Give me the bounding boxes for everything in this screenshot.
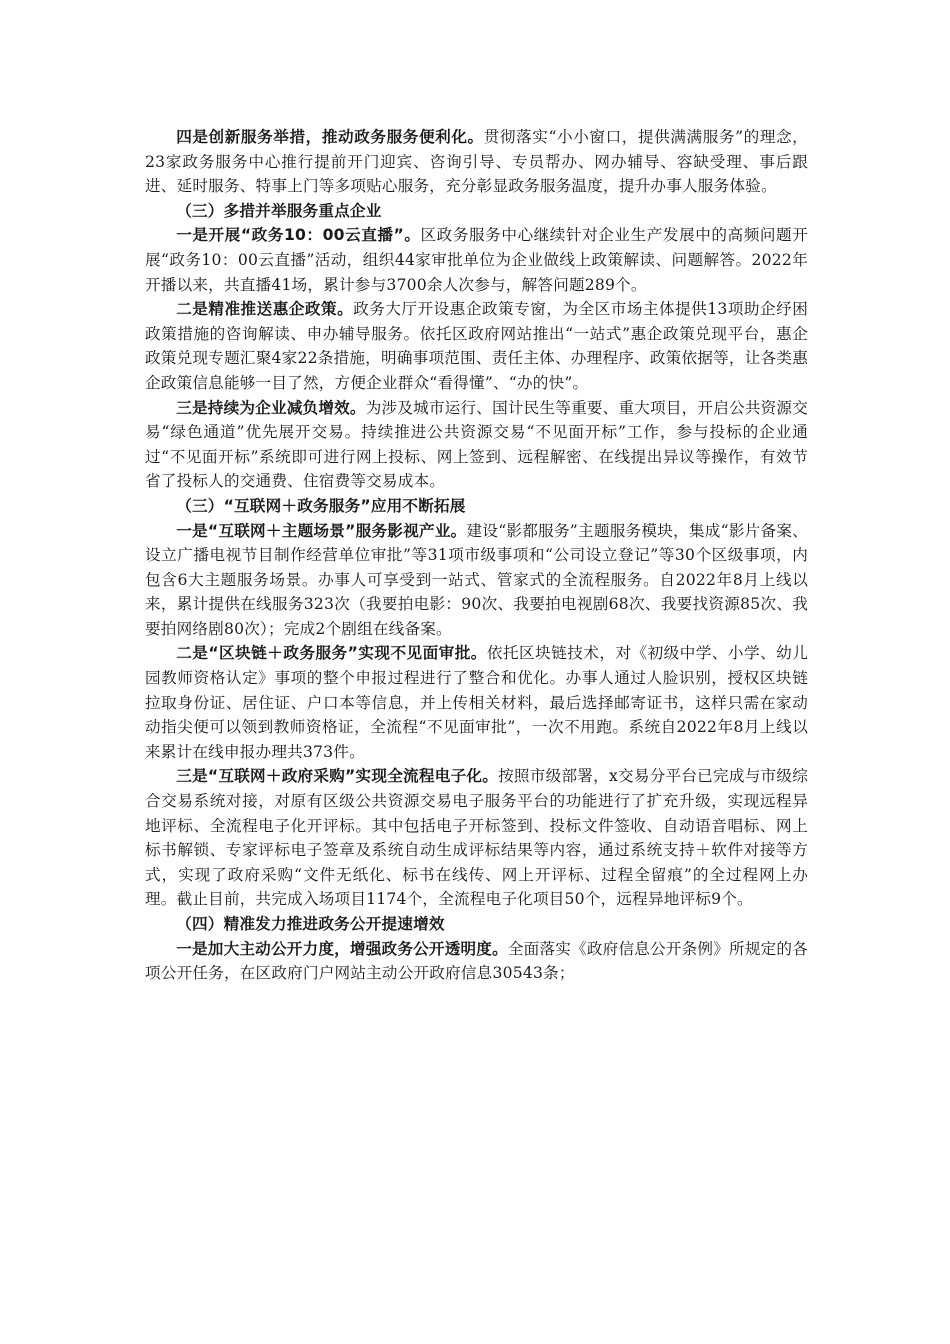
paragraph xyxy=(145,519,808,642)
paragraph-body: 贯彻落实“小小窗口，提供满满服务”的理念，23家政务服务中心推行提前开门迎宾、咨询引导、专员帮办、网办辅导、容缺受理、事后跟进、延时服务、特事上门等多项贴心服务，充分彰显政务服务温度，提升办事人服务体验。 xyxy=(145,128,808,196)
section-heading: （四）精准发力推进政务公开提速增效 xyxy=(176,915,445,933)
paragraph-lead: 三是“互联网＋政府采购”实现全流程电子化。 xyxy=(176,767,499,786)
paragraph-body: 全面落实《政府信息公开条例》所规定的各项公开任务，在区政府门户网站主动公开政府信息30543条； xyxy=(145,939,808,983)
paragraph-body: 为涉及城市运行、国计民生等重要、重大项目，开启公共资源交易“绿色通道”优先展开交易。持续推进公共资源交易“不见面开标”工作，参与投标的企业通过“不见面开标”系统即可进行网上投标、网上签到、远程解密、在线提出异议等操作，有效节省了投标人的交通费、住宿费等交易成本。 xyxy=(145,398,808,491)
paragraph xyxy=(145,937,808,986)
section-heading: （三）多措并举服务重点企业 xyxy=(176,201,382,220)
paragraph-body: 政务大厅开设惠企政策专窗，为全区市场主体提供13项助企纾困政策措施的咨询解读、申办辅导服务。依托区政府网站推出“一站式”惠企政策兑现平台，惠企政策兑现专题汇聚4家22条措施，明确事项范围、责任主体、办理程序、政策依据等，让各类惠企政策信息能够一目了然，方便企业群众“看得懂”、“办的快”。 xyxy=(145,300,808,392)
paragraph-lead: 二是精准推送惠企政策。 xyxy=(176,300,354,319)
paragraph xyxy=(145,641,808,764)
paragraph-lead: 四是创新服务举措，推动政务服务便利化。 xyxy=(176,128,484,146)
paragraph-lead: 一是开展“政务10：00云直播”。 xyxy=(176,226,421,245)
document-page xyxy=(145,125,808,986)
paragraph-body: 建设“影都服务”主题服务模块，集成“影片备案、设立广播电视节目制作经营单位审批”等31项市级事项和“公司设立登记”等30个区级事项，内包含6大主题服务场景。办事人可享受到一站式、管家式的全流程服务。自2022年8月上线以来，累计提供在线服务323次（我要拍电影：90次、我要拍电视剧68次、我要找资源85次、我要拍网络剧80次）；完成2个剧组在线备案。 xyxy=(145,521,808,638)
paragraph-body: 按照市级部署，x交易分平台已完成与市级综合交易系统对接，对原有区级公共资源交易电子服务平台的功能进行了扩充升级，实现远程异地评标、全流程电子化开评标。其中包括电子开标签到、投标文件签收、自动语音唱标、网上标书解锁、专家评标电子签章及系统自动生成评标结果等内容，通过系统支持＋软件对接等方式，实现了政府采购“文件无纸化、标书在线传、网上开评标、过程全留痕”的全过程网上办理。截止目前，共完成入场项目1174个，全流程电子化项目50个，远程异地评标9个。 xyxy=(145,767,809,909)
paragraph xyxy=(145,125,808,199)
paragraph xyxy=(145,396,808,494)
paragraph-body: 区政务服务中心继续针对企业生产发展中的高频问题开展“政务10：00云直播”活动，组织44家审批单位为企业做线上政策解读、问题解答。2022年开播以来，共直播41场，累计参与3700余人次参与，解答问题289个。 xyxy=(145,226,808,294)
section-heading: （三）“互联网＋政务服务”应用不断拓展 xyxy=(176,496,466,515)
paragraph-lead: 一是“互联网＋主题场景”服务影视产业。 xyxy=(176,521,467,540)
paragraph-lead: 三是持续为企业减负增效。 xyxy=(176,398,366,417)
paragraph xyxy=(145,764,808,912)
paragraph-lead: 二是“区块链＋政务服务”实现不见面审批。 xyxy=(176,644,487,663)
paragraph xyxy=(145,297,808,395)
paragraph-lead: 一是加大主动公开力度，增强政务公开透明度。 xyxy=(176,939,508,958)
paragraph xyxy=(145,223,808,297)
paragraph-body: 依托区块链技术，对《初级中学、小学、幼儿园教师资格认定》事项的整个申报过程进行了整合和优化。办事人通过人脸识别，授权区块链拉取身份证、居住证、户口本等信息，并上传相关材料，最后选择邮寄证书，这样只需在家动动指尖便可以领到教师资格证，全流程“不见面审批”，一次不用跑。系统自2022年8月上线以来累计在线申报办理共373件。 xyxy=(145,644,808,761)
